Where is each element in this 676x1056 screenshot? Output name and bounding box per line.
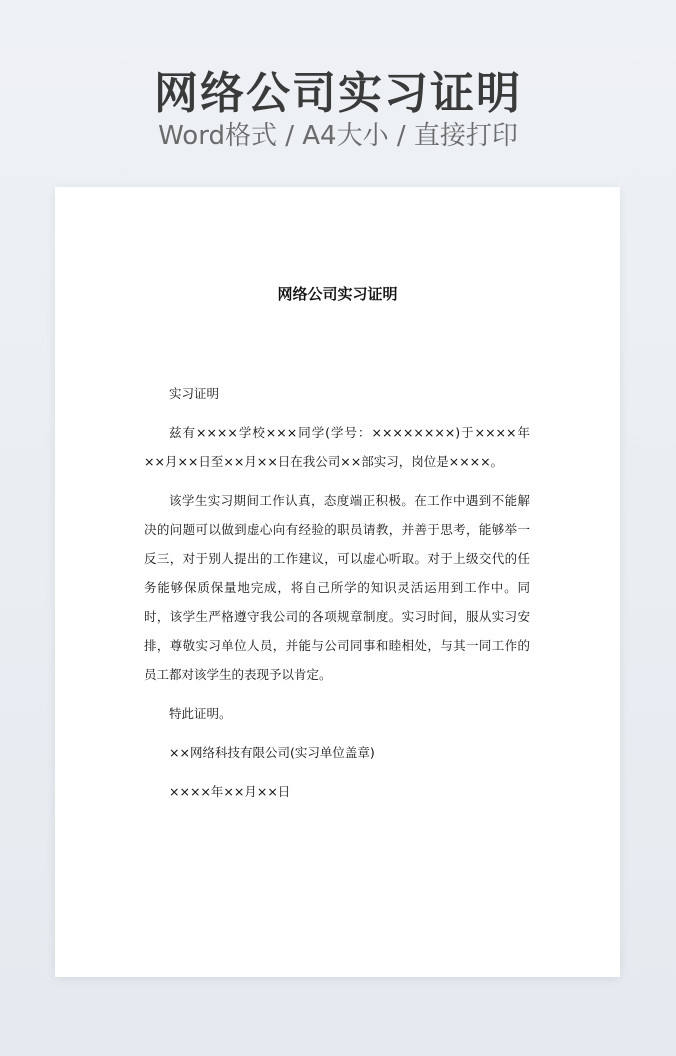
document-title: 网络公司实习证明: [277, 285, 398, 303]
document-heading: 实习证明: [169, 386, 220, 401]
paragraph-intro: 兹有××××学校×××同学(学号：××××××××)于××××年××月××日至××月××日在我公司××部实习，岗位是××××。: [144, 425, 530, 469]
document-page: [55, 187, 620, 977]
paragraph-evaluation: 该学生实习期间工作认真，态度端正积极。在工作中遇到不能解决的问题可以做到虚心向有经验的职员请教，并善于思考，能够举一反三，对于别人提出的工作建议，可以虚心听取。对于上级交代的任务能够保质保量地完成，将自己所学的知识灵活运用到工作中。同时，该学生严格遵守我公司的各项规章制度。实习时间，服从实习安排，尊敬实习单位人员，并能与公司同事和睦相处，与其一同工作的员工都对该学生的表现予以肯定。: [144, 493, 530, 682]
banner-subtitle: Word格式 / A4大小 / 直接打印: [158, 121, 518, 151]
document-body: [144, 379, 530, 816]
document-date: ××××年××月××日: [169, 784, 291, 799]
document-signature: ××网络科技有限公司(实习单位盖章): [169, 745, 375, 760]
banner-title: 网络公司实习证明: [154, 68, 522, 119]
document-closing: 特此证明。: [169, 706, 232, 721]
